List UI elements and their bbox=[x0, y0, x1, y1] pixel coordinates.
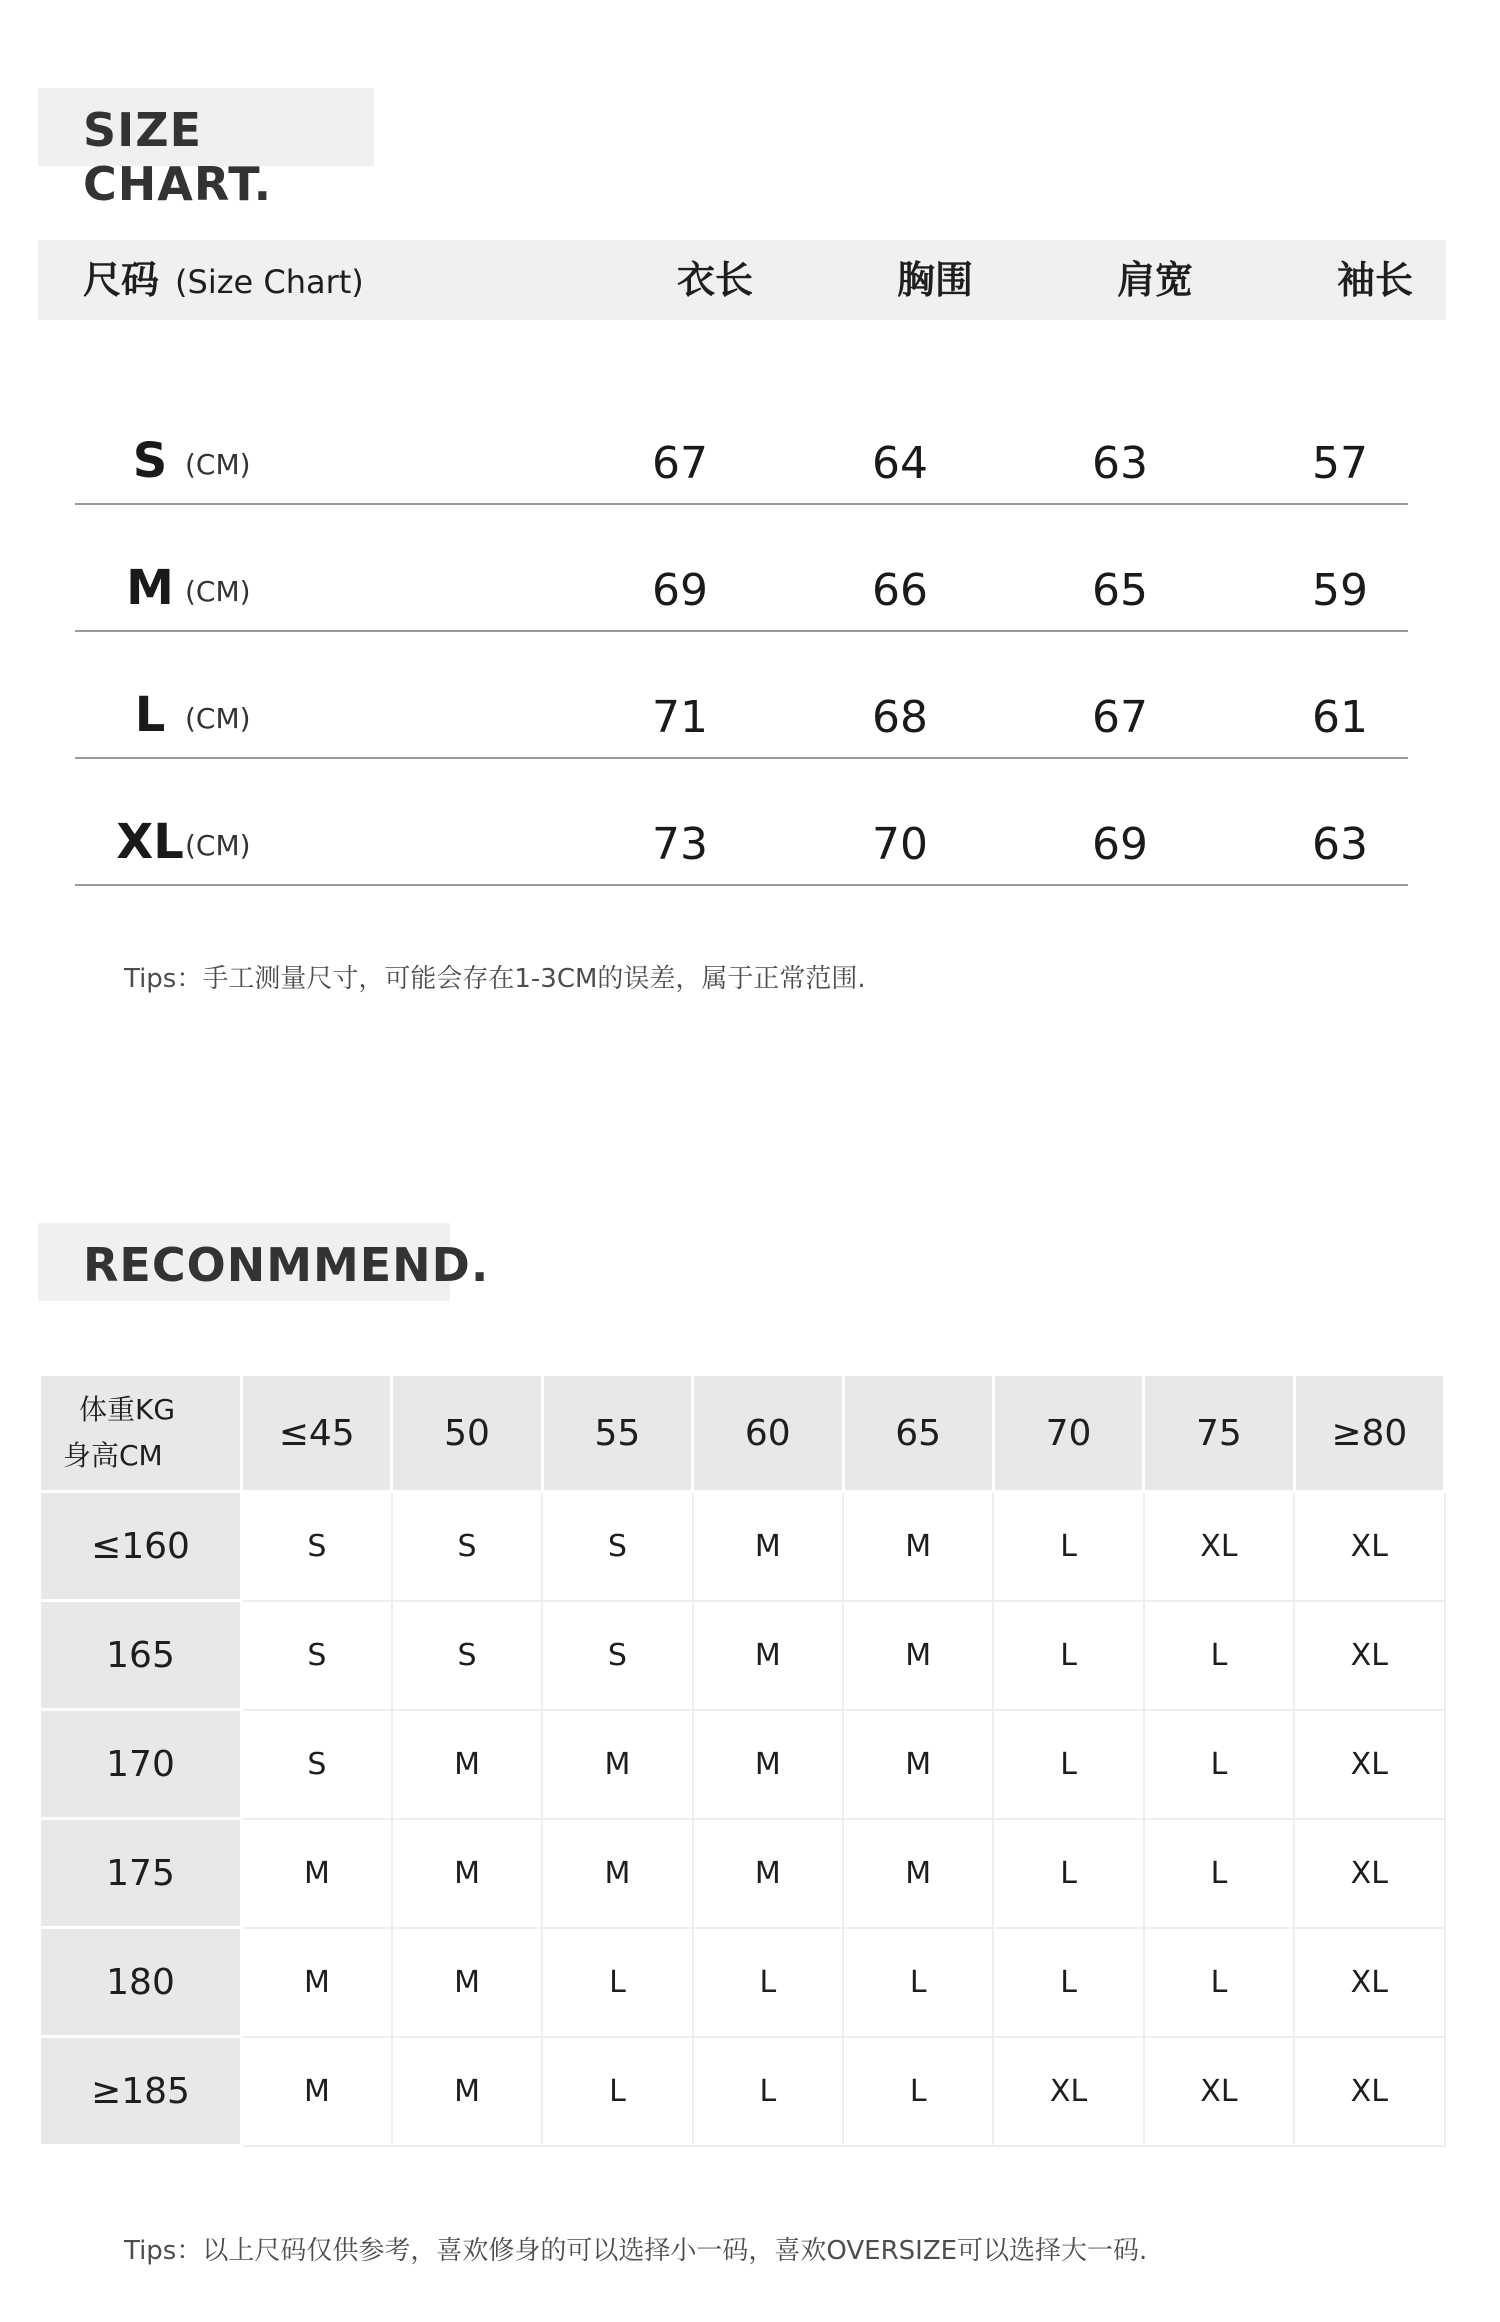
weight-header-row bbox=[40, 1375, 1445, 1492]
shoulder-value: 69 bbox=[1092, 819, 1148, 870]
shoulder-value: 63 bbox=[1092, 438, 1148, 489]
weight-header: 55 bbox=[542, 1375, 692, 1492]
size-header-label: 尺码 bbox=[83, 258, 160, 302]
unit-label: (CM) bbox=[185, 702, 251, 735]
recommend-tips: Tips：以上尺码仅供参考，喜欢修身的可以选择小一码，喜欢OVERSIZE可以选择大一码. bbox=[124, 2236, 1148, 2266]
height-axis-label: 身高CM bbox=[63, 1439, 163, 1472]
recommend-title: RECONMMEND. bbox=[83, 1238, 490, 1292]
length-value: 73 bbox=[652, 819, 708, 870]
size-chart-header bbox=[38, 240, 1446, 320]
recommended-size-cell: XL bbox=[993, 2037, 1143, 2146]
recommend-table-body bbox=[40, 1492, 1445, 2146]
sleeve-value: 63 bbox=[1312, 819, 1368, 870]
recommended-size-cell: L bbox=[993, 1710, 1143, 1819]
recommended-size-cell: M bbox=[392, 1928, 542, 2037]
size-row-xl bbox=[75, 757, 1408, 886]
chest-value: 64 bbox=[872, 438, 928, 489]
chest-value: 70 bbox=[872, 819, 928, 870]
table-row bbox=[40, 1710, 1445, 1819]
height-header: ≥185 bbox=[40, 2037, 242, 2146]
recommend-banner bbox=[38, 1223, 490, 1301]
weight-header: ≤45 bbox=[242, 1375, 392, 1492]
recommended-size-cell: L bbox=[843, 2037, 993, 2146]
recommended-size-cell: L bbox=[542, 2037, 692, 2146]
weight-header: 75 bbox=[1144, 1375, 1294, 1492]
height-header: 170 bbox=[40, 1710, 242, 1819]
table-row bbox=[40, 1819, 1445, 1928]
table-row bbox=[40, 2037, 1445, 2146]
column-header-shoulder: 肩宽 bbox=[1116, 258, 1193, 302]
recommended-size-cell: M bbox=[843, 1710, 993, 1819]
weight-header: 60 bbox=[693, 1375, 843, 1492]
recommended-size-cell: M bbox=[693, 1710, 843, 1819]
size-label: L bbox=[134, 687, 166, 743]
weight-axis-label: 体重KG bbox=[79, 1393, 176, 1426]
size-column-header bbox=[83, 240, 364, 320]
recommended-size-cell: M bbox=[693, 1819, 843, 1928]
chest-value: 66 bbox=[872, 565, 928, 616]
recommended-size-cell: XL bbox=[1144, 1492, 1294, 1601]
recommended-size-cell: L bbox=[693, 1928, 843, 2037]
height-header: ≤160 bbox=[40, 1492, 242, 1601]
recommended-size-cell: L bbox=[542, 1928, 692, 2037]
recommended-size-cell: S bbox=[392, 1492, 542, 1601]
recommended-size-cell: XL bbox=[1144, 2037, 1294, 2146]
recommended-size-cell: L bbox=[993, 1601, 1143, 1710]
recommended-size-cell: L bbox=[843, 1928, 993, 2037]
recommended-size-cell: XL bbox=[1294, 1710, 1444, 1819]
recommended-size-cell: L bbox=[1144, 1710, 1294, 1819]
column-header-length: 衣长 bbox=[676, 258, 753, 302]
recommended-size-cell: XL bbox=[1294, 1492, 1444, 1601]
recommended-size-cell: M bbox=[392, 1710, 542, 1819]
length-value: 69 bbox=[652, 565, 708, 616]
sleeve-value: 59 bbox=[1312, 565, 1368, 616]
table-row bbox=[40, 1601, 1445, 1710]
chest-value: 68 bbox=[872, 692, 928, 743]
height-header: 175 bbox=[40, 1819, 242, 1928]
recommended-size-cell: M bbox=[392, 2037, 542, 2146]
column-header-chest: 胸围 bbox=[896, 258, 973, 302]
recommended-size-cell: S bbox=[542, 1492, 692, 1601]
recommended-size-cell: XL bbox=[1294, 2037, 1444, 2146]
size-label: S bbox=[132, 433, 168, 489]
weight-header: 50 bbox=[392, 1375, 542, 1492]
recommended-size-cell: M bbox=[693, 1492, 843, 1601]
table-row bbox=[40, 1492, 1445, 1601]
recommended-size-cell: L bbox=[993, 1819, 1143, 1928]
size-header-sublabel: (Size Chart) bbox=[175, 263, 364, 301]
recommended-size-cell: L bbox=[1144, 1928, 1294, 2037]
shoulder-value: 65 bbox=[1092, 565, 1148, 616]
size-row-m bbox=[75, 503, 1408, 632]
recommended-size-cell: S bbox=[392, 1601, 542, 1710]
size-chart-title: SIZE CHART. bbox=[83, 103, 273, 211]
recommended-size-cell: S bbox=[242, 1601, 392, 1710]
unit-label: (CM) bbox=[185, 829, 251, 862]
weight-header: ≥80 bbox=[1294, 1375, 1444, 1492]
sleeve-value: 61 bbox=[1312, 692, 1368, 743]
recommended-size-cell: L bbox=[993, 1492, 1143, 1601]
recommended-size-cell: M bbox=[242, 1819, 392, 1928]
recommended-size-cell: S bbox=[242, 1492, 392, 1601]
recommended-size-cell: S bbox=[242, 1710, 392, 1819]
shoulder-value: 67 bbox=[1092, 692, 1148, 743]
recommended-size-cell: M bbox=[542, 1819, 692, 1928]
recommended-size-cell: XL bbox=[1294, 1601, 1444, 1710]
table-corner-cell bbox=[40, 1375, 242, 1492]
size-row-l bbox=[75, 630, 1408, 759]
recommended-size-cell: L bbox=[1144, 1601, 1294, 1710]
recommended-size-cell: M bbox=[242, 2037, 392, 2146]
weight-header: 70 bbox=[993, 1375, 1143, 1492]
sleeve-value: 57 bbox=[1312, 438, 1368, 489]
column-header-sleeve: 袖长 bbox=[1336, 258, 1413, 302]
size-label: XL bbox=[116, 814, 184, 870]
recommended-size-cell: L bbox=[1144, 1819, 1294, 1928]
recommended-size-cell: M bbox=[693, 1601, 843, 1710]
table-row bbox=[40, 1928, 1445, 2037]
recommended-size-cell: M bbox=[542, 1710, 692, 1819]
height-header: 180 bbox=[40, 1928, 242, 2037]
length-value: 67 bbox=[652, 438, 708, 489]
recommend-table bbox=[38, 1373, 1446, 2147]
unit-label: (CM) bbox=[185, 448, 251, 481]
recommended-size-cell: L bbox=[693, 2037, 843, 2146]
recommended-size-cell: XL bbox=[1294, 1819, 1444, 1928]
size-row-s bbox=[75, 376, 1408, 505]
recommended-size-cell: M bbox=[843, 1601, 993, 1710]
size-chart-tips: Tips：手工测量尺寸，可能会存在1-3CM的误差，属于正常范围. bbox=[124, 964, 866, 994]
unit-label: (CM) bbox=[185, 575, 251, 608]
recommended-size-cell: L bbox=[993, 1928, 1143, 2037]
recommended-size-cell: XL bbox=[1294, 1928, 1444, 2037]
recommended-size-cell: M bbox=[392, 1819, 542, 1928]
recommended-size-cell: M bbox=[843, 1492, 993, 1601]
height-header: 165 bbox=[40, 1601, 242, 1710]
length-value: 71 bbox=[652, 692, 708, 743]
weight-header: 65 bbox=[843, 1375, 993, 1492]
recommended-size-cell: M bbox=[843, 1819, 993, 1928]
recommended-size-cell: M bbox=[242, 1928, 392, 2037]
size-chart-banner bbox=[38, 88, 374, 211]
size-label: M bbox=[126, 560, 174, 616]
recommended-size-cell: S bbox=[542, 1601, 692, 1710]
